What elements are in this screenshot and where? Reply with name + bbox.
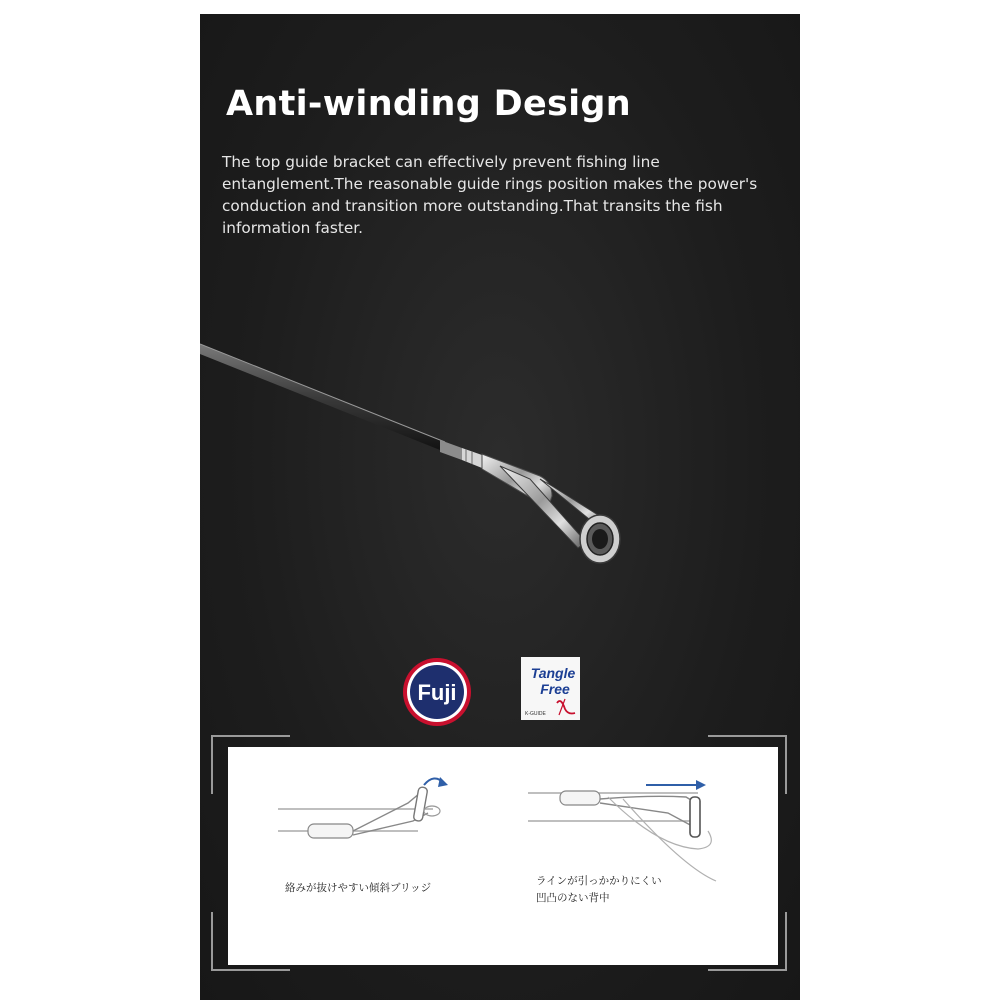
feature-description: The top guide bracket can effectively prevent fishing line entanglement.The reasonable guide rings position makes the power's conduction and transition more outstanding.That transits the fish information faster. bbox=[222, 153, 758, 237]
fuji-logo-text: Fuji bbox=[417, 680, 457, 705]
right-guide-diagram bbox=[528, 780, 716, 881]
right-caption-line-1: ラインが引っかかりにくい bbox=[536, 875, 662, 887]
ferrule-wraps bbox=[440, 440, 482, 468]
right-caption-line-2: 凹凸のない背中 bbox=[536, 892, 610, 904]
rod-tip-image bbox=[200, 314, 800, 594]
left-guide-diagram bbox=[278, 777, 448, 838]
kguide-text: K-GUIDE bbox=[525, 711, 546, 717]
page-title: Anti-winding Design bbox=[226, 84, 632, 124]
tangle-free-logo bbox=[521, 657, 580, 720]
guide-comparison-diagram bbox=[228, 747, 778, 965]
left-diagram-caption: 絡みが抜けやすい傾斜ブリッジ bbox=[285, 882, 432, 894]
tangle-text: Tangle bbox=[530, 665, 576, 681]
diagram-illustration bbox=[228, 747, 778, 965]
right-diagram-caption bbox=[536, 873, 662, 907]
guide-ring bbox=[580, 515, 620, 563]
fuji-logo bbox=[401, 656, 473, 728]
free-text: Free bbox=[540, 681, 570, 697]
